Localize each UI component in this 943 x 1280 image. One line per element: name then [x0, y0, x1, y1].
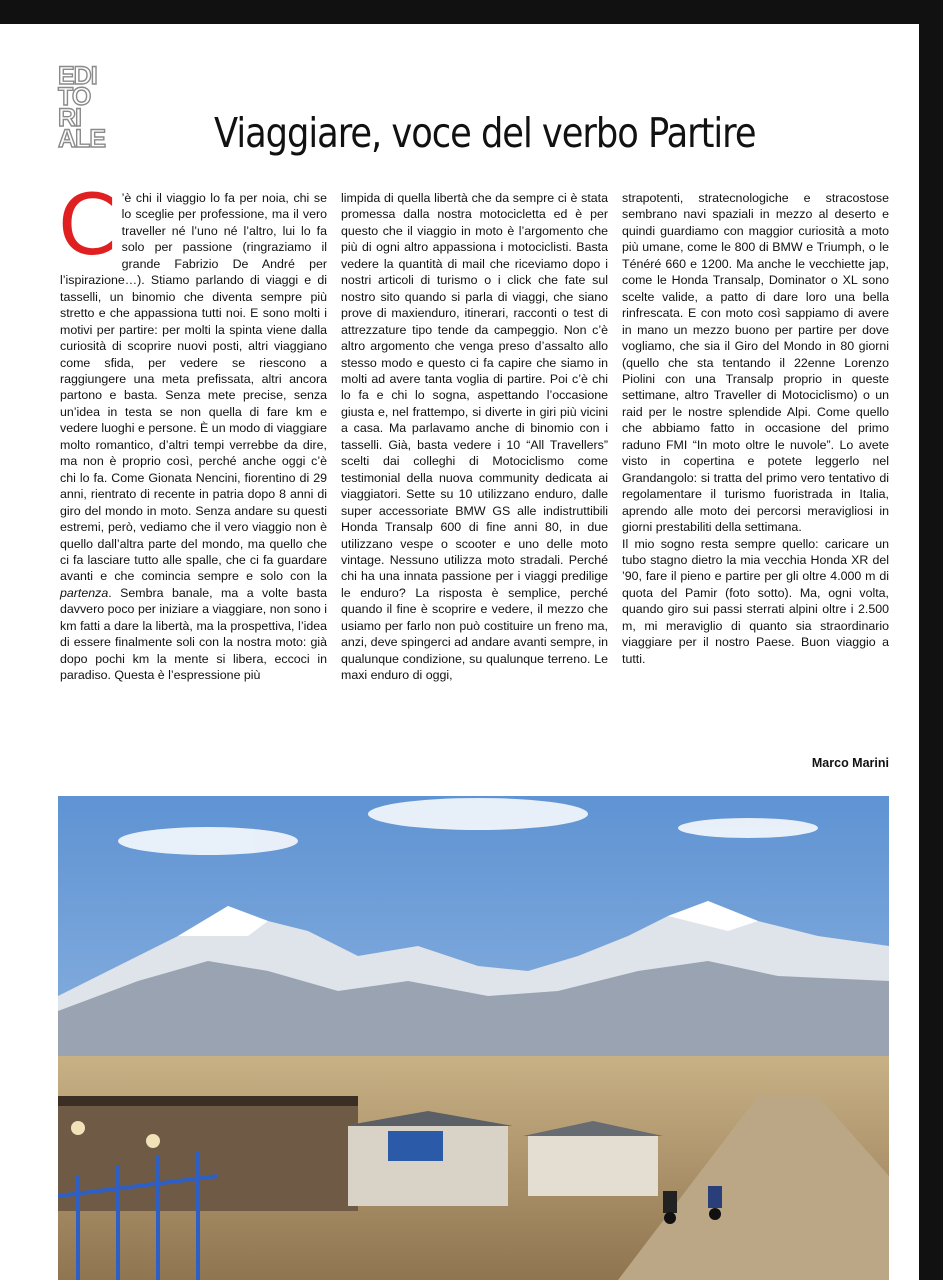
- lamp: [146, 1134, 160, 1148]
- paragraph-text: . Sembra banale, ma a volte basta davvero poco per iniziare a viaggiare, non sono i km fatti a dare la libertà, ma la prospettiva, l’idea di essere finalmente soli con la nostra moto: già dopo pochi km la mente si libera, eccoci in paradiso. Questa è l’espressione più: [60, 585, 327, 683]
- lamp: [71, 1121, 85, 1135]
- paragraph-text: ’è chi il viaggio lo fa per noia, chi se lo sceglie per professione, ma il vero traveller né l’uno né l’altro, lui lo fa solo per passione (ringraziamo il grande Fabrizio De André per l’ispirazione…). Stiamo parlando di viaggi e di tasselli, un binomio che diventa sempre più stretto e che appassiona tutti noi. E sono molti i motivi per partire: per molti la spinta viene dalla curiosità di scoprire nuovi posti, altri viaggiano come sfida, per vedere se riescono a raggiungere una meta prefissata, altri ancora partono e basta. Senza mete precise, senza un’idea in testa se non quella di fare km e vedere luoghi e persone. È un modo di viaggiare molto romantico, d’altri tempi verrebbe da dire, ma non è proprio così, perché anche oggi c’è chi lo fa. Come Gionata Nencini, fiorentino di 29 anni, rientrato di recente in patria dopo 8 anni di giro del mondo in moto. Senza andare su questi estremi, però, vediamo che il vero viaggio non è quello dall’altra parte del mondo, ma quello che ci fa lasciare tutto alle spalle, che ci fa guardare avanti e che comincia sempre e solo con la: [60, 191, 327, 584]
- right-border: [919, 0, 943, 1280]
- italic-word: partenza: [60, 585, 109, 600]
- drop-cap: C: [58, 176, 117, 274]
- rubric-line: ALE: [58, 125, 105, 153]
- paragraph: Il mio sogno resta sempre quello: caricare un tubo stagno dietro la mia vecchia Honda XR del ’90, fare il pieno e partire per gli oltre 4.000 m di quota del Pamir (foto sotto). Ma, ogni volta, quando giro sui passi sterrati alpini oltre i 2.500 m, mi meraviglio di quanto sia straordinario viaggiare per il nostro Paese. Buon viaggio a tutti.: [622, 536, 889, 666]
- paragraph: [58, 176, 327, 684]
- paragraph: strapotenti, stratecnologiche e stracostose sembrano navi spaziali in mezzo al deserto e quindi guardiamo con maggior curiosità a moto più umane, come le 800 di BMW e Triumph, o le Ténéré 660 e 1200. Ma anche le vecchiette jap, come le Honda Transalp, Dominator o XL sono scelte valide, a patto di dare loro una bella rinfrescata. E con moto così sappiamo di avere in mano un mezzo buono per partire per dove vogliamo, che sia il Giro del Mondo in 80 giorni (quello che sta tentando il 22enne Lorenzo Piolini con una Transalp proprio in queste settimane, altro Traveller di Motociclismo) o un raid per le nostre splendide Alpi. Come quello che abbiamo fatto in occasione del primo raduno FMI “In moto oltre le nuvole”. Lo avete visto in copertina e potete leggerlo nel Grandangolo: si tratta del primo vero tentativo di regolamentare il turismo fuoristrada in Italia, aprendo alle moto dei percorsi meravigliosi in giorni prestabiliti della settimana.: [622, 191, 889, 535]
- landscape-photo: [58, 796, 889, 1280]
- rubric-line: EDI: [58, 62, 97, 90]
- article-body: [58, 176, 889, 684]
- article-headline: Viaggiare, voce del verbo Partire: [214, 109, 756, 157]
- rubric-line: TO: [58, 83, 91, 111]
- rubric-line: RI: [58, 104, 81, 132]
- paragraph: limpida di quella libertà che da sempre ci è stata promessa dalla nostra motocicletta ed è per questo che il viaggio in moto è l’argomento che più di ogni altro appassiona i motociclisti. Basta vedere la quantità di mail che riceviamo dopo i nostri articoli di turismo o i click che fate sul nostro sito quando si parla di viaggi, che siano prove di maxienduro, itinerari, racconti o test di attrezzature tipo tende da campeggio. Non c’è altro argomento che venga preso d’assalto allo stesso modo e questo ci fa capire che siamo in molti ad avere tanta voglia di partire. Poi c’è chi lo fa e chi lo sogna, aspettando l’occasione giusta e, nel frattempo, si diverte in giri più vicini a casa. Ma parlavamo anche di binomio con i tasselli. Già, basta vedere i 10 “All Travellers” scelti dai colleghi di Motociclismo come testimonial della nuova community dedicata ai viaggiatori. Sette su 10 utilizzano enduro, dalle super accessoriate BMW GS alle indistruttibili Honda Transalp 600 di fine anni 80, in due utilizzano vespe o scooter e uno delle moto vintage. Nessuno utilizza moto stradali. Perché chi ha una innata passione per i viaggi predilige le enduro? La risposta è semplice, perché quando il fine è scoprire e vedere, il mezzo che usiamo per farlo non può costituire un freno ma, anzi, deve spingerci ad andare avanti sempre, in qualunque condizione, su qualunque terreno. Le maxi enduro di oggi,: [341, 191, 608, 683]
- section-rubric: [58, 62, 158, 153]
- author-signature: Marco Marini: [811, 756, 889, 770]
- text-column-1: [58, 176, 327, 684]
- text-column-2: [341, 190, 608, 684]
- pamir-photo-illustration: [58, 796, 889, 1280]
- text-column-3: [622, 190, 889, 684]
- top-border: [0, 0, 943, 24]
